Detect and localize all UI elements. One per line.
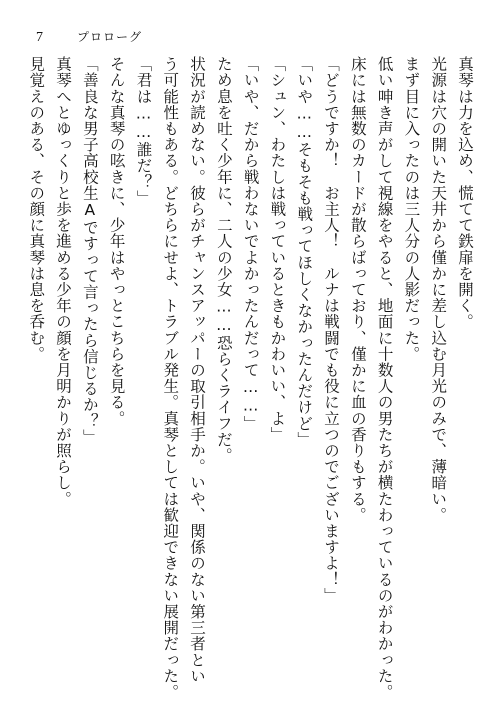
text-line: まず目に入ったのは三人分の人影だった。 (402, 56, 421, 362)
text-line: 「君は……誰だ？」 (134, 56, 153, 206)
text-line: 「シュン、わたしは戦っているときもかわいい、よ」 (268, 56, 287, 443)
body-text (27, 56, 478, 700)
text-line: う可能性もある。どちらにせよ、トラブル発生。真琴としては歓迎できない展開だった。 (161, 56, 180, 700)
text-line: 「善良な男子高校生Aですって言ったら信じるか？」 (80, 56, 99, 445)
text-line: 「どうですか！ お主人！ ルナは戦闘でも役に立つのでございますよ！」 (322, 56, 341, 604)
text-line: 真琴へとゆっくりと歩を進める少年の顔を月明かりが照らし。 (54, 56, 73, 507)
page-number: 7 (36, 30, 43, 45)
text-line: 真琴は力を込め、慌てて鉄扉を開く。 (456, 56, 474, 330)
text-line: そんな真琴の呟きに、少年はやっとこちらを見る。 (107, 56, 126, 427)
text-line: 光源は穴の開いた天井から僅かに差し込む月光のみで、薄暗い。 (429, 56, 448, 523)
text-line: 低い呻き声がして視線をやると、地面に十数人の男たちが横たわっているのがわかった。 (375, 56, 394, 700)
text-line: 「いや、だから戦わないでよかったんだって……」 (241, 56, 260, 432)
text-line: 状況が読めない。彼らがチャンスアッパーの取引相手か。いや、関係のない第三者とい (188, 56, 207, 684)
text-line: 「いや……そもそも戦ってほしくなかったんだけど」 (295, 56, 314, 448)
chapter-title: プロローグ (77, 30, 143, 44)
text-line: ため息を吐く少年に、二人の少女……恐らくライフだ。 (214, 56, 233, 464)
page-header (36, 28, 142, 46)
text-line: 見覚えのある、その顔に真琴は息を呑む。 (27, 56, 46, 362)
text-line: 床には無数のカードが散らばっており、僅かに血の香りもする。 (348, 56, 367, 523)
